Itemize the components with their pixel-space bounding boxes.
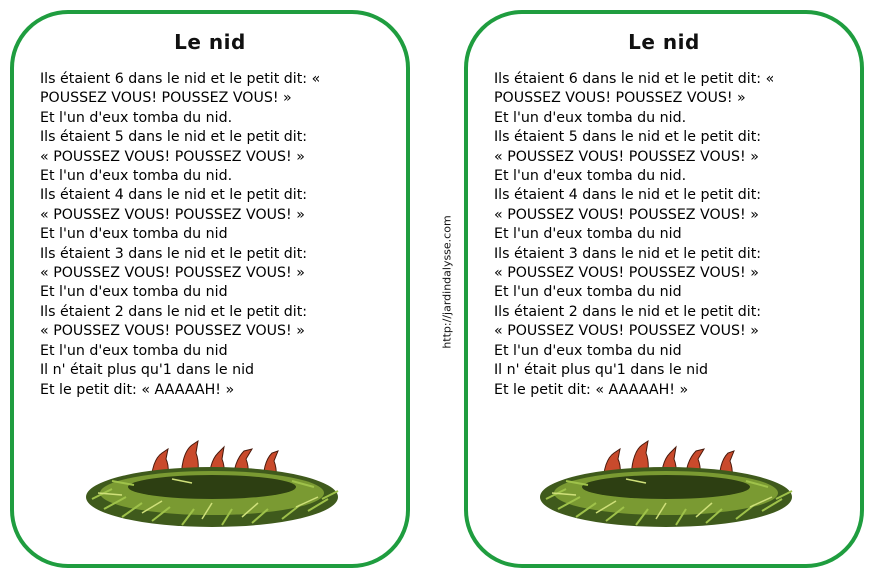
poem-line: Et l'un d'eux tomba du nid. [40, 168, 233, 185]
credit-text: http://jardindalysse.com [440, 215, 454, 349]
poem-line: Et l'un d'eux tomba du nid [494, 226, 682, 243]
card-title: Le nid [174, 30, 246, 54]
nest-illustration [82, 429, 342, 529]
poem-line: Ils étaient 5 dans le nid et le petit dit: [494, 129, 762, 146]
poem-line: Et le petit dit: « AAAAAH! » [40, 381, 235, 398]
poem-line: Ils étaient 2 dans le nid et le petit dit: [40, 303, 308, 320]
poem-line: « POUSSEZ VOUS! POUSSEZ VOUS! » [40, 323, 305, 340]
poem-line: Ils étaient 4 dans le nid et le petit dit: [40, 187, 308, 204]
poem-line: Il n' était plus qu'1 dans le nid [40, 362, 255, 379]
poem-line: Ils étaient 3 dans le nid et le petit dit: [40, 245, 308, 262]
poem-line: Ils étaient 3 dans le nid et le petit dit: [494, 245, 762, 262]
poem-line: « POUSSEZ VOUS! POUSSEZ VOUS! » [494, 148, 759, 165]
poem-line: Ils étaient 6 dans le nid et le petit dit: « [40, 71, 321, 87]
website-credit [437, 212, 457, 352]
poem-line: Ils étaient 4 dans le nid et le petit dit: [494, 187, 762, 204]
poem-line: « POUSSEZ VOUS! POUSSEZ VOUS! » [40, 148, 305, 165]
poem-line: Ils étaient 2 dans le nid et le petit dit: [494, 303, 762, 320]
nest-illustration [536, 429, 796, 529]
poem-text [494, 70, 844, 400]
poem-line: Ils étaient 5 dans le nid et le petit dit: [40, 129, 308, 146]
card-title: Le nid [628, 30, 700, 54]
poem-line: Et l'un d'eux tomba du nid [40, 342, 228, 359]
poem-line: Il n' était plus qu'1 dans le nid [494, 362, 709, 379]
poem-line: « POUSSEZ VOUS! POUSSEZ VOUS! » [494, 265, 759, 282]
poem-line: « POUSSEZ VOUS! POUSSEZ VOUS! » [494, 323, 759, 340]
poem-card-left [10, 10, 410, 568]
poem-card-right [464, 10, 864, 568]
poem-line: Et l'un d'eux tomba du nid [40, 226, 228, 243]
poem-line: Et l'un d'eux tomba du nid [494, 284, 682, 301]
poem-line: Et le petit dit: « AAAAAH! » [494, 381, 689, 398]
poem-line: POUSSEZ VOUS! POUSSEZ VOUS! » [40, 90, 292, 107]
poem-line: Et l'un d'eux tomba du nid [40, 284, 228, 301]
poem-line: Et l'un d'eux tomba du nid. [40, 109, 233, 126]
poem-line: « POUSSEZ VOUS! POUSSEZ VOUS! » [40, 265, 305, 282]
poem-text [40, 70, 390, 400]
poem-line: « POUSSEZ VOUS! POUSSEZ VOUS! » [494, 206, 759, 223]
poem-line: Ils étaient 6 dans le nid et le petit dit: « [494, 71, 775, 87]
poem-line: Et l'un d'eux tomba du nid. [494, 109, 687, 126]
poem-line: « POUSSEZ VOUS! POUSSEZ VOUS! » [40, 206, 305, 223]
poem-line: Et l'un d'eux tomba du nid. [494, 168, 687, 185]
poem-line: Et l'un d'eux tomba du nid [494, 342, 682, 359]
poem-line: POUSSEZ VOUS! POUSSEZ VOUS! » [494, 90, 746, 107]
